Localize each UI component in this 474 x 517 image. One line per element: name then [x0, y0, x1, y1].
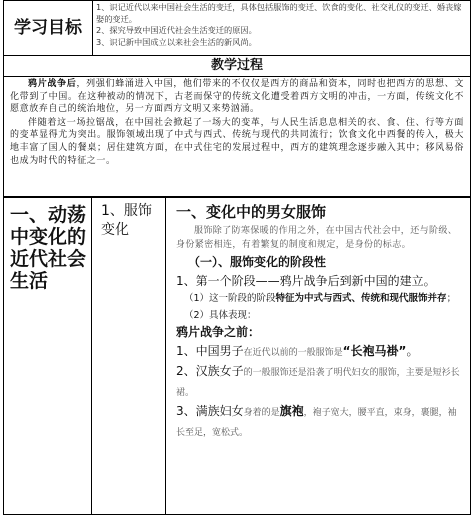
process-title: 教学过程 — [4, 56, 470, 77]
content-intro: 服饰除了防寒保暖的作用之外，在中国古代社会中，还与阶级、身份紧密相连，有着繁复的制度和规定，是身份的标志。 — [176, 226, 458, 250]
content-heading: 一、变化中的男女服饰 — [176, 203, 327, 221]
objectives-list — [96, 2, 468, 48]
intro-text: ，列强们蜂涌进入中国，他们带来的不仅仅是西方的商品和资本，同时也把西方的思想、文化带到了中国。在这种被动的情况下，古老而保守的传统文化遭受着西方文明的冲击，一方面，传统文化不愿意放弃自己的统治地位，另一方面西方文明又来势汹涌。 — [10, 79, 464, 115]
intro-lead: 鸦片战争后 — [28, 79, 77, 89]
objective-item: 1、识记近代以来中国社会生活的变迁，具体包括服饰的变迁、饮食的变化、社交礼仪的变迁、婚丧嫁娶的变迁。 — [96, 2, 462, 24]
objectives-row — [4, 1, 470, 56]
section-content — [167, 198, 470, 514]
objective-item: 2、探究导致中国近代社会生活变迁的原因。 — [96, 25, 257, 36]
section-heading-main: 一、动荡中变化的近代社会生活 — [4, 198, 92, 514]
intro-paragraph-1 — [10, 78, 464, 116]
intro-paragraph-2: 伴随着这一场拉锯战，在中国社会掀起了一场大的变革，与人民生活息息相关的衣、食、住、行等方面的变革显得尤为突出。服饰领域出现了中式与西式、传统与现代的共同流行；饮食文化中西餐的传入，极大地丰富了国人的餐桌；居住建筑方面，在中式住宅的发展过程中，西方的建筑理念逐步融入其中；移风易俗也成为时代的特征之一。 — [10, 117, 464, 166]
stage-heading: （一）、服饰变化的阶段性 — [188, 255, 327, 269]
list-item: 3、满族妇女身着的是旗袍，袍子宽大，腰平直，束身，裹腿，袖长至足，宽松式。 — [176, 404, 457, 438]
stage-1-feature: （1）这一阶段的阶段特征为中式与西式、传统和现代服饰并存； — [184, 293, 457, 304]
list-item: 1、中国男子在近代以前的一般服饰是“长袍马褂”。 — [176, 344, 419, 358]
objectives-label: 学习目标 — [4, 1, 93, 55]
before-war-heading: 鸦片战争之前： — [176, 325, 261, 339]
section-subtopic: 1、服饰变化 — [93, 198, 166, 514]
list-item: 2、汉族女子的一般服饰还是沿袭了明代妇女的服饰，主要是短衫长裙。 — [176, 364, 460, 398]
intro-section — [4, 77, 470, 198]
stage-1-performance: （2）具体表现： — [184, 310, 257, 321]
section-row — [4, 198, 470, 514]
document-page — [3, 0, 471, 515]
stage-1: 1、第一个阶段——鸦片战争后到新中国的建立。 — [176, 274, 436, 288]
objective-item: 3、识记新中国成立以来社会生活的新风尚。 — [96, 36, 257, 47]
